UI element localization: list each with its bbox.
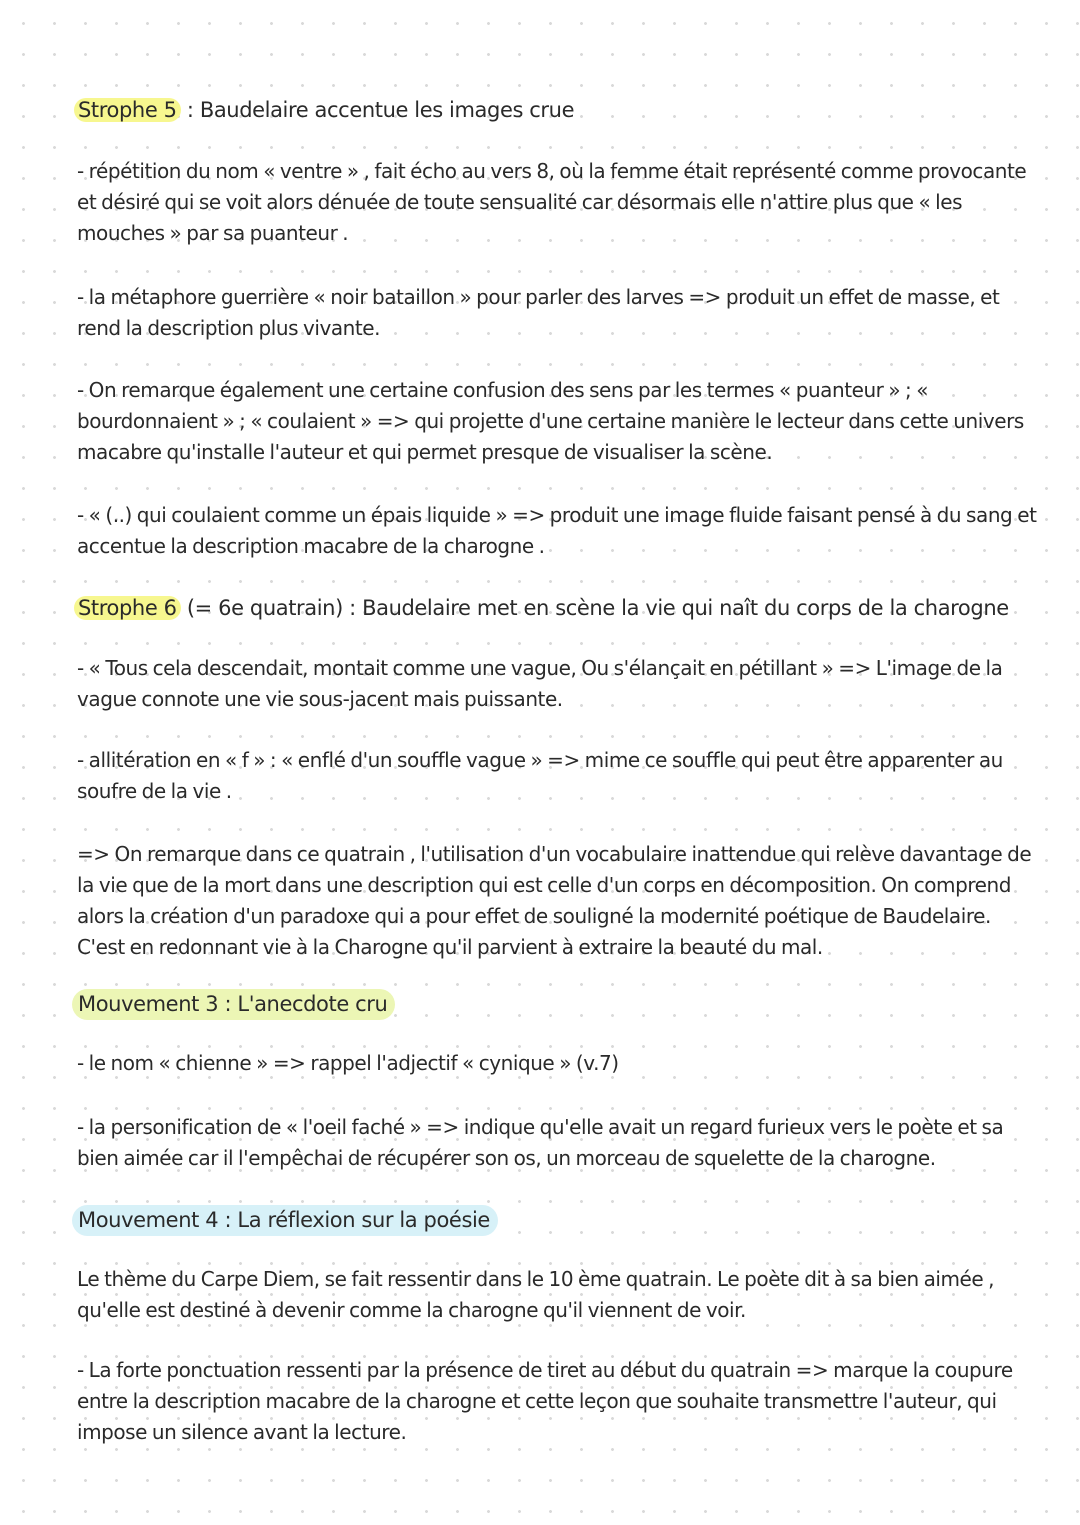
strophe-5-point-1: - répétition du nom « ventre » , fait écho au vers 8, où la femme était représenté comme provocante et désiré qui se voit alors dénuée de toute sensualité car désormais elle n'attire plus que « les mouches » par sa puanteur . [77, 159, 1027, 245]
strophe-6-label: Strophe 6 [74, 596, 181, 620]
strophe-5-point-3: - On remarque également une certaine confusion des sens par les termes « puanteur » ; « bourdonnaient » ; « coulaient » => qui projette d'une certaine manière le lecteur dans cette univers macabre qu'installe l'auteur et qui permet presque de visualiser la scène. [77, 378, 1024, 464]
strophe-6-title: (= 6e quatrain) : Baudelaire met en scène la vie qui naît du corps de la charogne [180, 596, 1009, 620]
strophe-6-heading [72, 593, 1017, 624]
mouvement-4-point-1: - La forte ponctuation ressenti par la présence de tiret au début du quatrain => marque la coupure entre la description macabre de la charogne et cette leçon que souhaite transmettre l'auteur, qui impose un silence avant la lecture. [77, 1358, 1013, 1444]
strophe-5-point-2: - la métaphore guerrière « noir bataillon » pour parler des larves => produit un effet de masse, et rend la description plus vivante. [77, 285, 1000, 340]
strophe-5-point-4: - « (..) qui coulaient comme un épais liquide » => produit une image fluide faisant pensé à du sang et accentue la description macabre de la charogne . [77, 503, 1037, 558]
mouvement-3-point-2: - la personification de « l'oeil faché » => indique qu'elle avait un regard furieux vers le poète et sa bien aimée car il l'empêchai de récupérer son os, un morceau de squelette de la charogne. [77, 1115, 1004, 1170]
strophe-6-conclusion: => On remarque dans ce quatrain , l'utilisation d'un vocabulaire inattendue qui relève davantage de la vie que de la mort dans une description qui est celle d'un corps en décomposition. On comprend alors la création d'un paradoxe qui a pour effet de souligné la modernité poétique de Baudelaire. C'est en redonnant vie à la Charogne qu'il parvient à extraire la beauté du mal. [77, 842, 1032, 959]
strophe-5-title: : Baudelaire accentue les images crue [180, 98, 575, 122]
mouvement-4-intro: Le thème du Carpe Diem, se fait ressentir dans le 10 ème quatrain. Le poète dit à sa bien aimée , qu'elle est destiné à devenir comme la charogne qu'il viennent de voir. [77, 1267, 995, 1322]
strophe-6-point-1: - « Tous cela descendait, montait comme une vague, Ou s'élançait en pétillant » => L'image de la vague connote une vie sous-jacent mais puissante. [77, 656, 1003, 711]
mouvement-3-point-1: - le nom « chienne » => rappel l'adjectif « cynique » (v.7) [77, 1051, 619, 1075]
strophe-5-heading [72, 95, 582, 126]
mouvement-3-heading: Mouvement 3 : L'anecdote cru [72, 989, 395, 1020]
mouvement-4-heading: Mouvement 4 : La réflexion sur la poésie [72, 1205, 498, 1236]
strophe-5-label: Strophe 5 [74, 98, 181, 122]
strophe-6-point-2: - allitération en « f » : « enflé d'un souffle vague » => mime ce souffle qui peut être apparenter au soufre de la vie . [77, 748, 1003, 803]
